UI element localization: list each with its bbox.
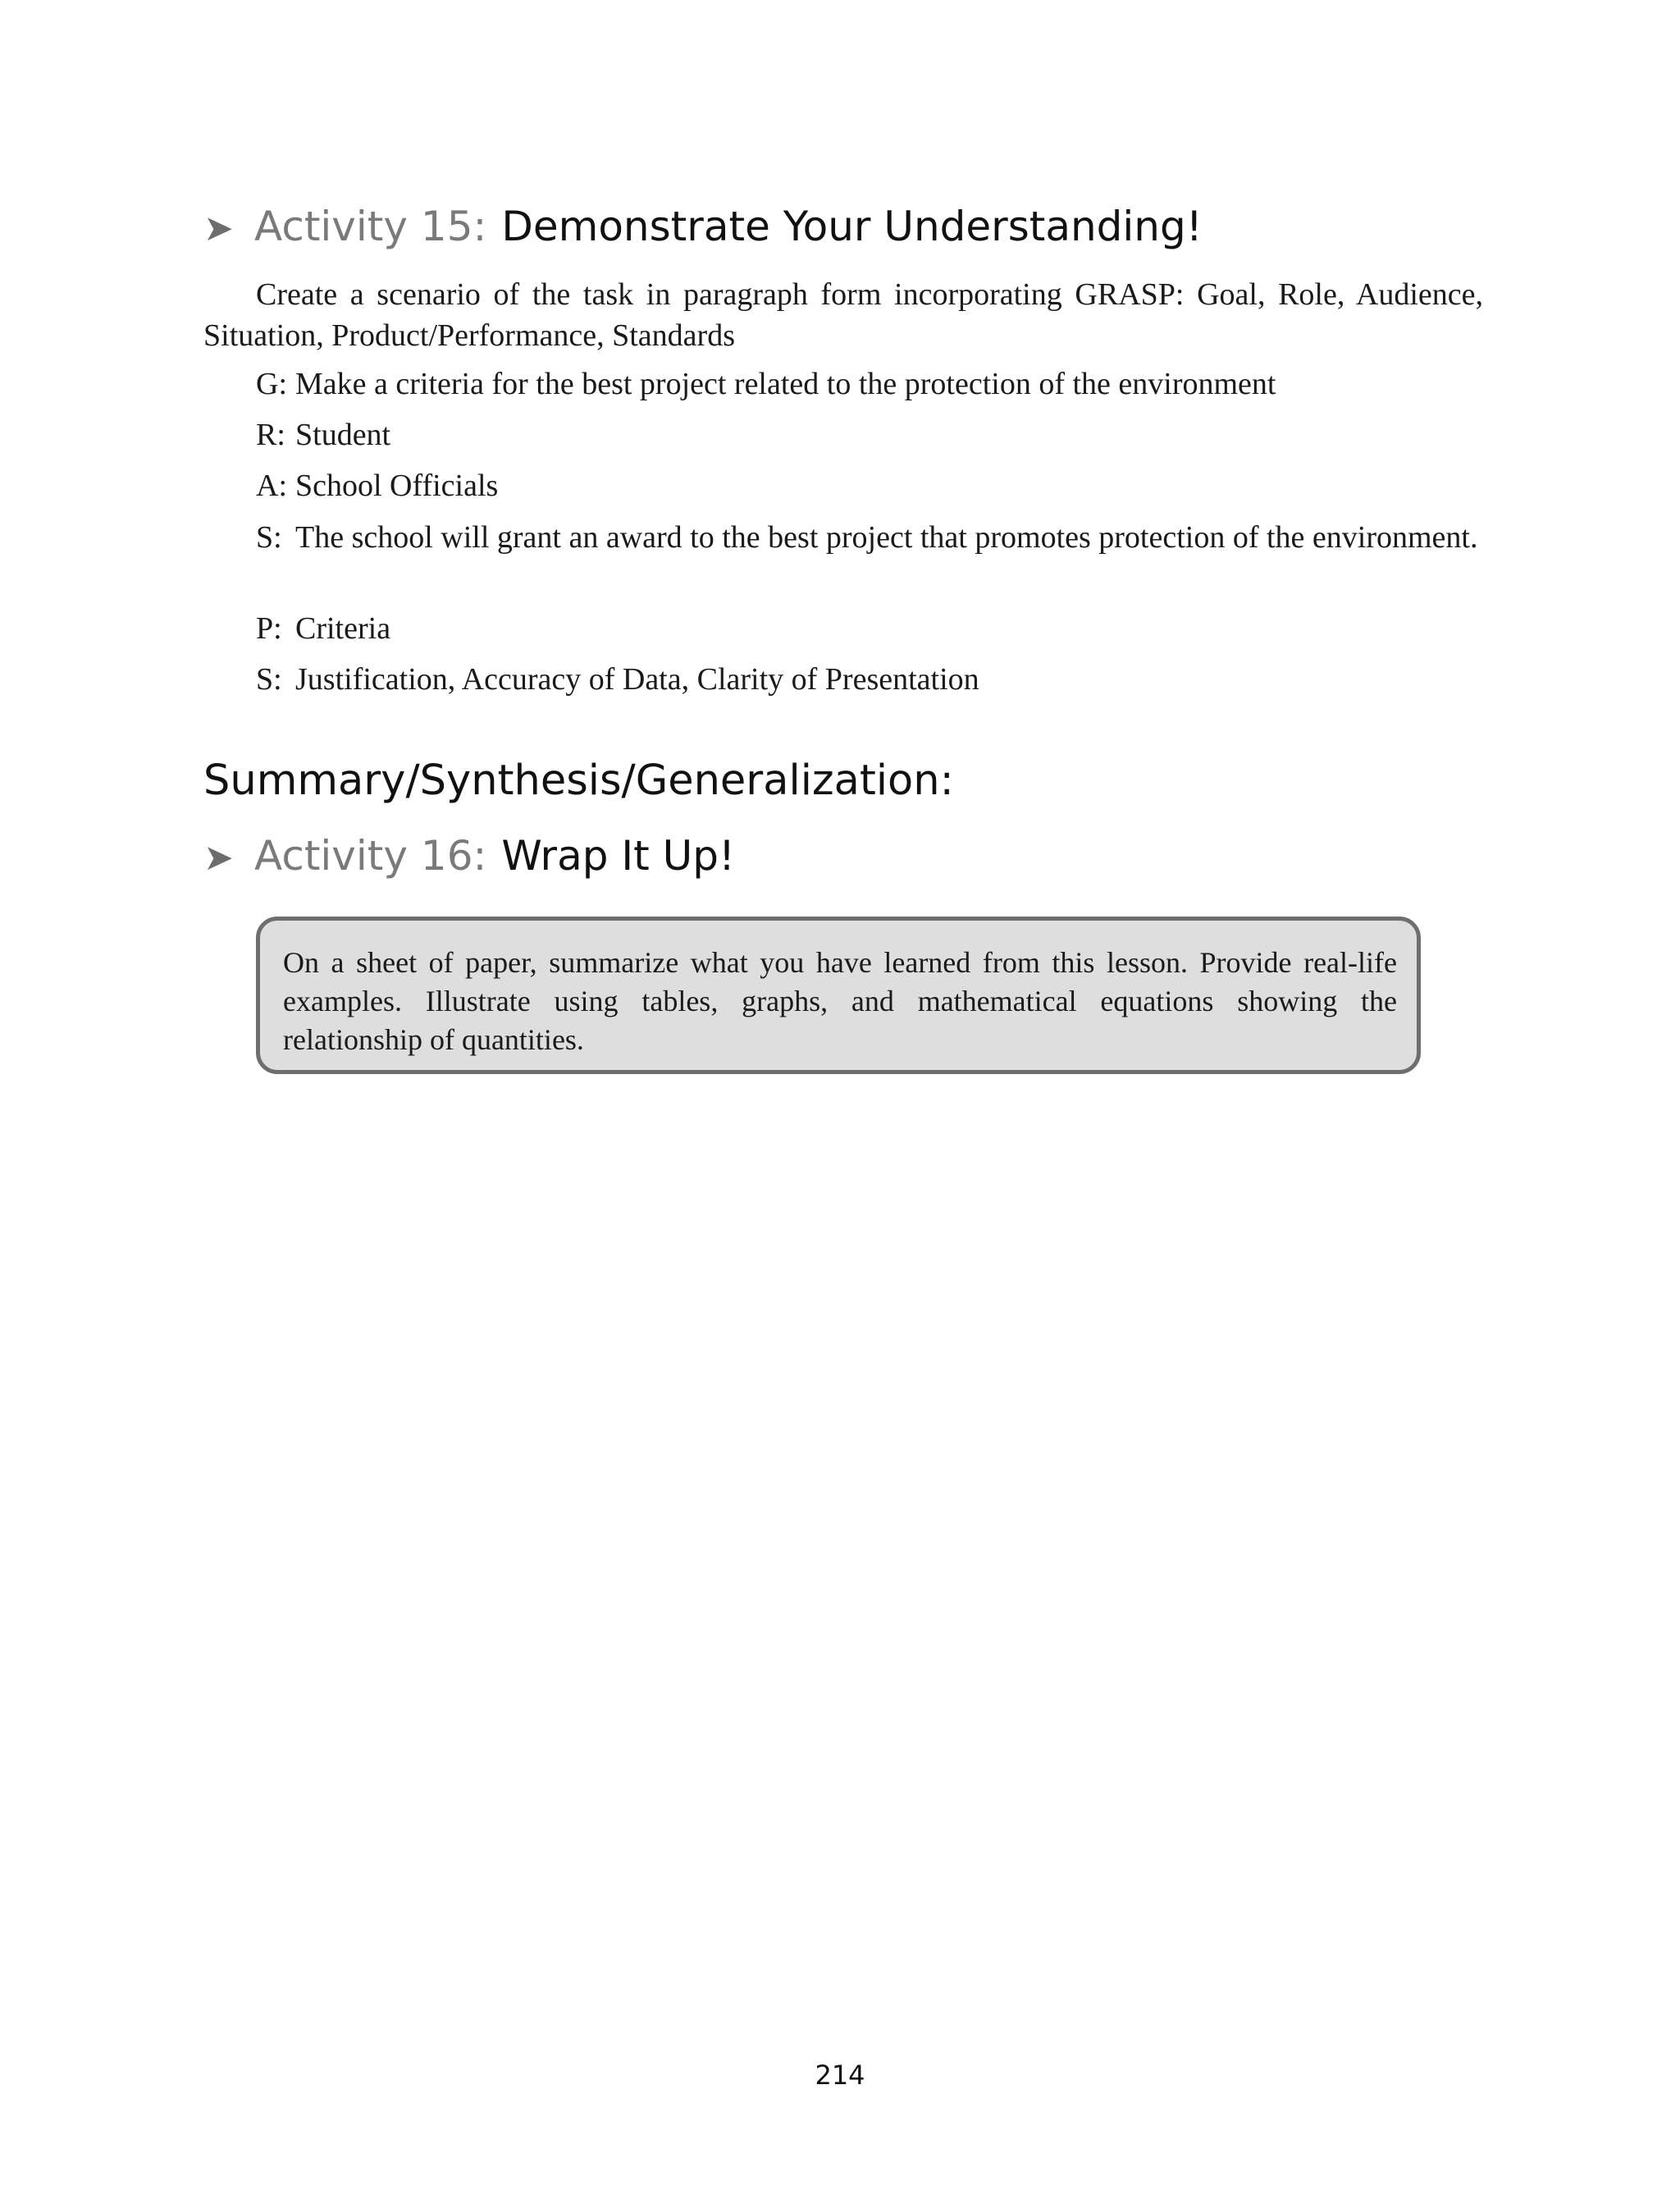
arrowhead-icon: ➤ [203, 837, 234, 879]
grasp-key: S: [256, 662, 282, 697]
grasp-item-audience [256, 465, 1483, 506]
page-number: 214 [815, 2060, 865, 2091]
arrowhead-icon: ➤ [203, 208, 234, 249]
grasp-item-product [256, 608, 1483, 649]
grasp-key: P: [256, 611, 282, 646]
grasp-text: The school will grant an award to the best project that promotes protection of the environment. [295, 520, 1478, 555]
activity-15-heading [203, 202, 1203, 254]
grasp-text: School Officials [295, 469, 499, 503]
activity-15-intro: Create a scenario of the task in paragraph form incorporating GRASP: Goal, Role, Audience, Situation, Product/Performance, Standards [203, 277, 1483, 353]
grasp-key: S: [256, 520, 282, 555]
grasp-key: R: [256, 418, 285, 452]
grasp-item-role [256, 414, 1483, 455]
grasp-item-situation [256, 517, 1483, 558]
grasp-key: G: [256, 367, 287, 401]
grasp-text: Justification, Accuracy of Data, Clarity of Presentation [295, 662, 979, 697]
wrap-up-instruction-text: On a sheet of paper, summarize what you have learned from this lesson. Provide real-life examples. Illustrate using tables, graphs, and mathematical equations showing the relationship of quantities. [283, 946, 1397, 1056]
grasp-text: Criteria [295, 611, 391, 646]
summary-heading: Summary/Synthesis/Generalization: [203, 757, 954, 805]
wrap-up-instruction-box [256, 917, 1421, 1074]
grasp-key: A: [256, 469, 287, 503]
activity-16-title: Wrap It Up! [501, 832, 736, 880]
activity-16-heading [203, 831, 735, 883]
grasp-text: Make a criteria for the best project related to the protection of the environment [295, 367, 1276, 401]
activity-16-number: Activity 16: [254, 832, 487, 880]
activity-15-title: Demonstrate Your Understanding! [501, 203, 1203, 250]
activity-15-number: Activity 15: [254, 203, 487, 250]
grasp-text: Student [295, 418, 391, 452]
grasp-item-standards [256, 659, 1483, 700]
grasp-item-goal [256, 363, 1483, 405]
